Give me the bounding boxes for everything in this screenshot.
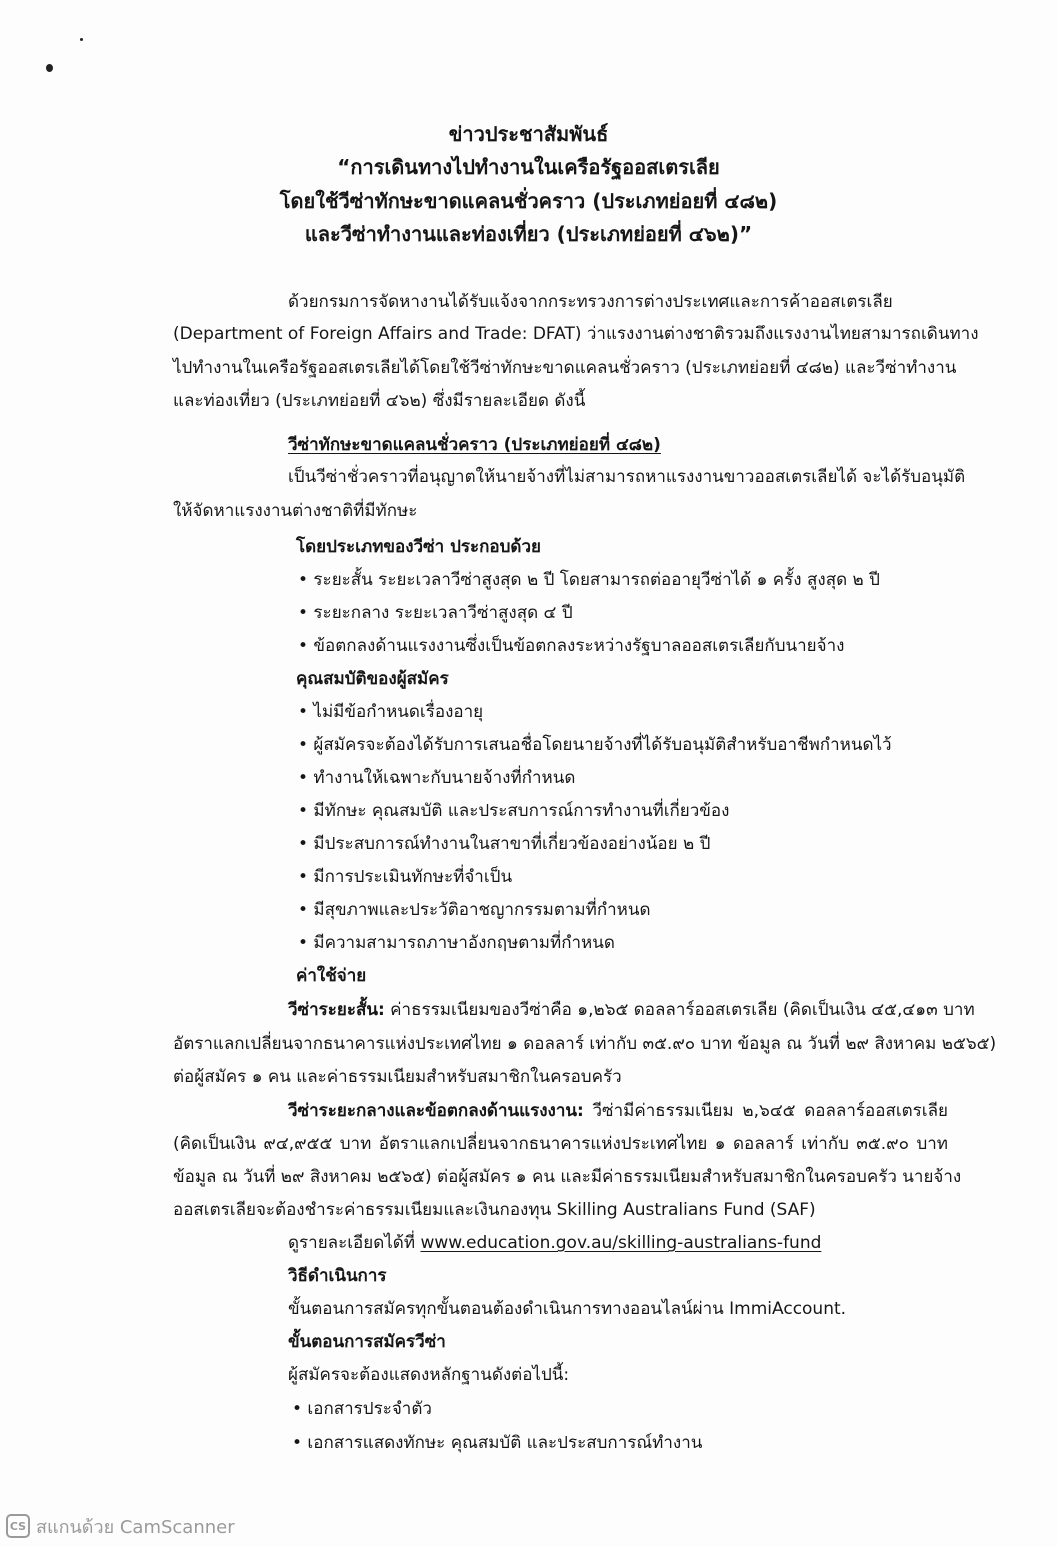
medium-term-cost-line: ข้อมูล ณ วันที่ ๒๙ สิงหาคม ๒๕๖๕) ต่อผู้สมัคร ๑ คน และมีค่าธรรมเนียมสำหรับสมาชิกในครอบครัว นายจ้าง: [173, 1167, 962, 1187]
procedure-heading: วิธีดำเนินการ: [288, 1266, 387, 1286]
skilling-fund-link[interactable]: www.education.gov.au/skilling-australians-fund: [420, 1233, 822, 1253]
intro-line: ด้วยกรมการจัดหางานได้รับแจ้งจากกระทรวงการต่างประเทศและการค้าออสเตรเลีย: [288, 292, 893, 312]
intro-line: ไปทำงานในเครือรัฐออสเตรเลียได้โดยใช้วีซ่าทักษะขาดแคลนชั่วคราว (ประเภทย่อยที่ ๔๘๒) และวีซ่าทำงาน: [173, 358, 957, 378]
medium-term-cost-line: (คิดเป็นเงิน ๙๔,๙๕๕ บาท อัตราแลกเปลี่ยนจากธนาคารแห่งประเทศไทย ๑ ดอลลาร์ เท่ากับ ๓๕.๙๐ บาท: [173, 1134, 948, 1154]
qualification-item: • ผู้สมัครจะต้องได้รับการเสนอชื่อโดยนายจ้างที่ได้รับอนุมัติสำหรับอาชีพกำหนดไว้: [298, 735, 892, 755]
scan-speck: [80, 38, 83, 41]
details-prefix: ดูรายละเอียดได้ที่: [288, 1233, 421, 1253]
camscanner-text: สแกนด้วย CamScanner: [36, 1516, 235, 1538]
qualification-item: • มีการประเมินทักษะที่จำเป็น: [298, 867, 513, 887]
document-item: • เอกสารประจำตัว: [292, 1399, 432, 1419]
section-description-line: เป็นวีซ่าชั่วคราวที่อนุญาตให้นายจ้างที่ไม่สามารถหาแรงงานขาวออสเตรเลียได้ จะได้รับอนุมัติ: [288, 467, 966, 487]
details-line: [288, 1229, 821, 1256]
medium-term-label: วีซ่าระยะกลางและข้อตกลงด้านแรงงาน:: [288, 1101, 584, 1121]
qualification-item: • มีสุขภาพและประวัติอาชญากรรมตามที่กำหนด: [298, 900, 651, 920]
apply-text: ผู้สมัครจะต้องแสดงหลักฐานดังต่อไปนี้:: [288, 1365, 570, 1385]
procedure-text: ขั้นตอนการสมัครทุกขั้นตอนต้องดำเนินการทางออนไลน์ผ่าน ImmiAccount.: [288, 1299, 847, 1319]
short-term-cost-line: อัตราแลกเปลี่ยนจากธนาคารแห่งประเทศไทย ๑ ดอลลาร์ เท่ากับ ๓๕.๙๐ บาท ข้อมูล ณ วันที่ ๒๙ สิงหาคม ๒๕๖๕): [173, 1034, 997, 1054]
intro-line: (Department of Foreign Affairs and Trade: DFAT) ว่าแรงงานต่างชาติรวมถึงแรงงานไทยสามารถเดินทาง: [173, 324, 979, 344]
qualification-item: • มีประสบการณ์ทำงานในสาขาที่เกี่ยวข้องอย่างน้อย ๒ ปี: [298, 834, 711, 854]
visa-type-item: • ข้อตกลงด้านแรงงานซึ่งเป็นข้อตกลงระหว่างรัฐบาลออสเตรเลียกับนายจ้าง: [298, 636, 845, 656]
document-item: • เอกสารแสดงทักษะ คุณสมบัติ และประสบการณ์ทำงาน: [292, 1433, 703, 1453]
qualification-item: • ทำงานให้เฉพาะกับนายจ้างที่กำหนด: [298, 768, 576, 788]
camscanner-logo-icon: CS: [6, 1514, 30, 1538]
visa-types-heading: โดยประเภทของวีซ่า ประกอบด้วย: [296, 537, 541, 557]
cost-heading: ค่าใช้จ่าย: [296, 966, 367, 986]
medium-term-cost-line: [288, 1097, 948, 1124]
section-heading-482: วีซ่าทักษะขาดแคลนชั่วคราว (ประเภทย่อยที่ ๔๘๒): [288, 435, 661, 455]
section-description-line: ให้จัดหาแรงงานต่างชาติที่มีทักษะ: [173, 501, 418, 521]
short-term-label: วีซ่าระยะสั้น:: [288, 1000, 385, 1020]
short-term-cost-text: ค่าธรรมเนียมของวีซ่าคือ ๑,๒๖๕ ดอลลาร์ออสเตรเลีย (คิดเป็นเงิน ๔๕,๔๑๓ บาท: [384, 1000, 975, 1020]
visa-type-item: • ระยะสั้น ระยะเวลาวีซ่าสูงสุด ๒ ปี โดยสามารถต่ออายุวีซ่าได้ ๑ ครั้ง สูงสุด ๒ ปี: [298, 570, 880, 590]
medium-term-cost-line: ออสเตรเลียจะต้องชำระค่าธรรมเนียมและเงินกองทุน Skilling Australians Fund (SAF): [173, 1200, 816, 1220]
short-term-cost-line: ต่อผู้สมัคร ๑ คน และค่าธรรมเนียมสำหรับสมาชิกในครอบครัว: [173, 1067, 622, 1087]
qualification-item: • ไม่มีข้อกำหนดเรื่องอายุ: [298, 702, 484, 722]
short-term-cost-line: [288, 996, 975, 1023]
visa-type-item: • ระยะกลาง ระยะเวลาวีซ่าสูงสุด ๔ ปี: [298, 603, 573, 623]
announcement-title-line: โดยใช้วีซ่าทักษะขาดแคลนชั่วคราว (ประเภทย่อยที่ ๔๘๒): [279, 189, 778, 213]
intro-line: และท่องเที่ยว (ประเภทย่อยที่ ๔๖๒) ซึ่งมีรายละเอียด ดังนี้: [173, 391, 586, 411]
qualifications-heading: คุณสมบัติของผู้สมัคร: [296, 669, 449, 689]
announcement-title-line: “การเดินทางไปทำงานในเครือรัฐออสเตรเลีย: [337, 155, 720, 179]
camscanner-watermark: [6, 1512, 235, 1540]
apply-heading: ขั้นตอนการสมัครวีซ่า: [288, 1332, 446, 1352]
announcement-label: ข่าวประชาสัมพันธ์: [448, 122, 609, 146]
qualification-item: • มีความสามารถภาษาอังกฤษตามที่กำหนด: [298, 933, 615, 953]
qualification-item: • มีทักษะ คุณสมบัติ และประสบการณ์การทำงานที่เกี่ยวข้อง: [298, 801, 730, 821]
scan-speck: [46, 64, 53, 72]
announcement-title-line: และวีซ่าทำงานและท่องเที่ยว (ประเภทย่อยที่ ๔๖๒)”: [304, 222, 753, 246]
medium-term-cost-text: วีซ่ามีค่าธรรมเนียม ๒,๖๔๕ ดอลลาร์ออสเตรเลีย: [583, 1101, 948, 1121]
